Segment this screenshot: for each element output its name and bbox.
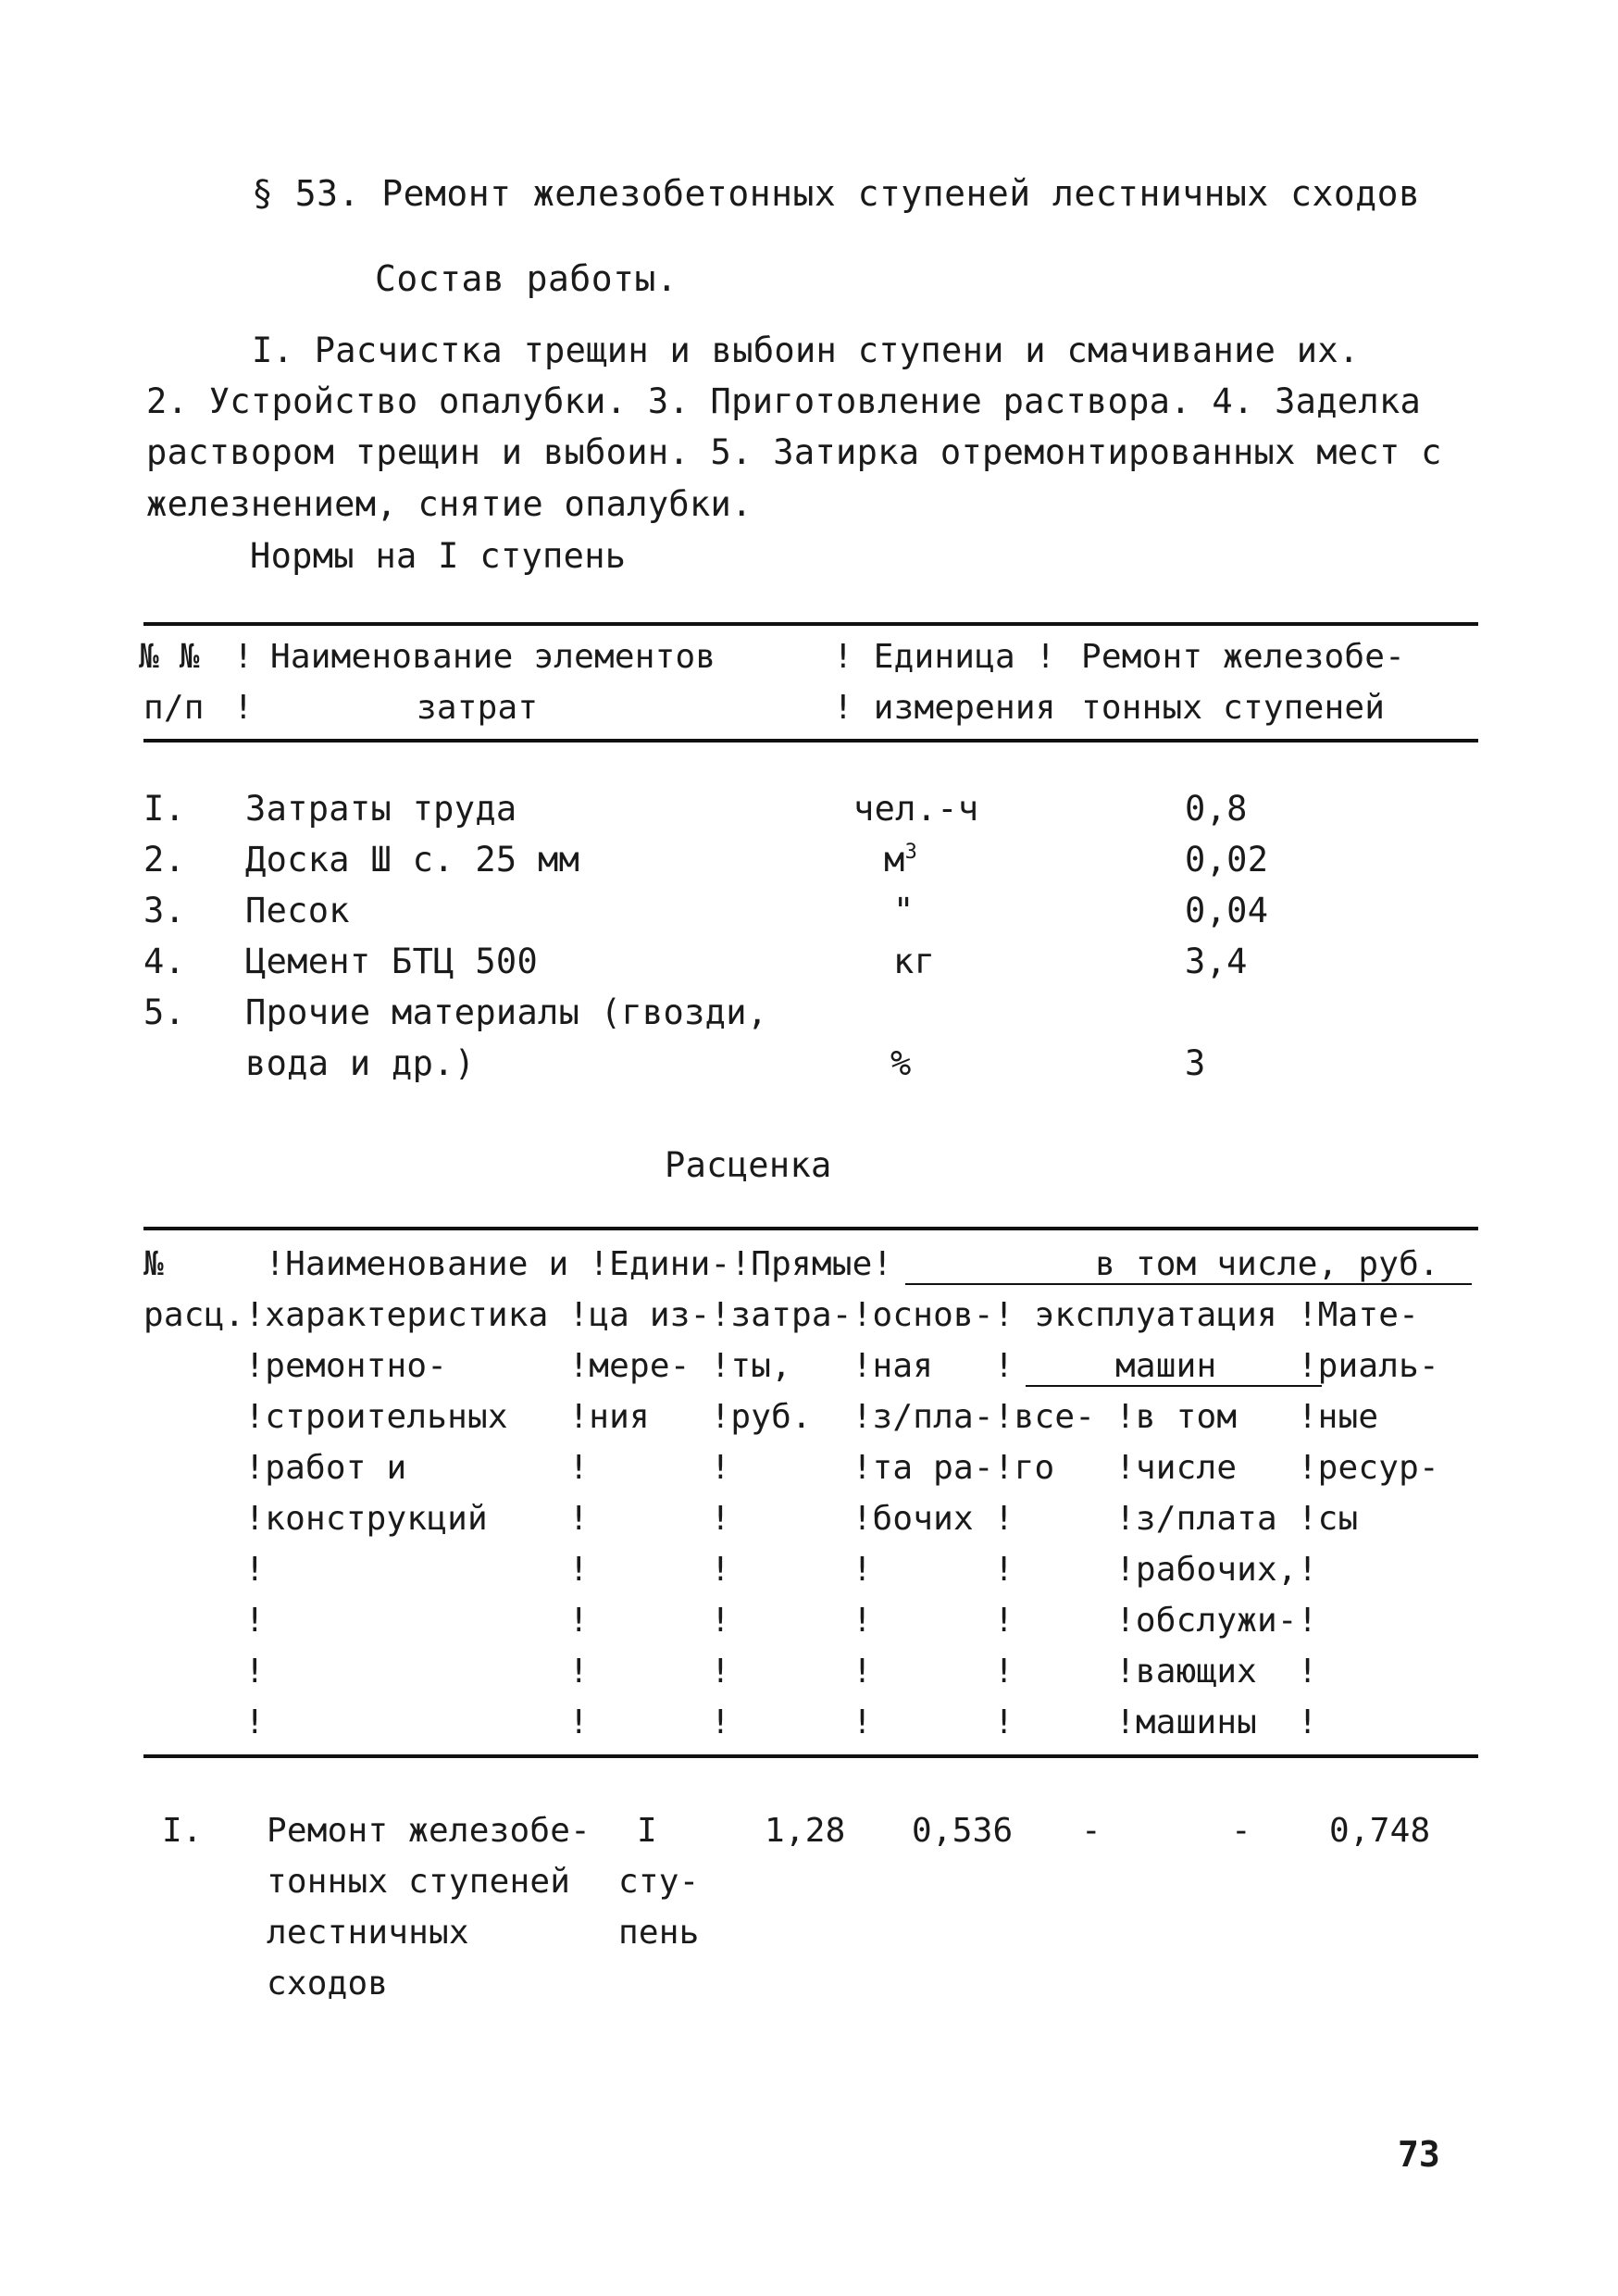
- row-num: 2.: [143, 840, 186, 880]
- norms-table-top-rule: [143, 622, 1478, 626]
- work-line-1: I. Расчистка трещин и выбоин ступени и смачивание их.: [252, 331, 1360, 370]
- norms-header-sep-2: !: [233, 689, 254, 727]
- page-number: 73: [1398, 2134, 1440, 2175]
- price-heading: Расценка: [665, 1145, 832, 1185]
- row-unit: чел.-ч: [853, 789, 979, 829]
- price-row-materials: 0,748: [1329, 1812, 1431, 1850]
- price-header-line: !строительных !ния !руб. !з/пла-!все- !в том !ные: [143, 1398, 1379, 1436]
- work-line-2: 2. Устройство опалубки. 3. Приготовление раствора. 4. Заделка: [146, 381, 1422, 421]
- row-name: Затраты труда: [245, 789, 517, 829]
- norms-header-unit-1: ! Единица !: [833, 638, 1056, 676]
- norms-header-value-1: Ремонт железобе-: [1081, 638, 1405, 676]
- price-header-line: ! ! ! ! ! !рабочих,!: [143, 1551, 1318, 1589]
- row-num: 3.: [143, 891, 186, 930]
- norms-header-sep-1: !: [233, 638, 254, 676]
- price-row-machines-total: -: [1081, 1812, 1101, 1850]
- norms-header-unit-2: ! измерения: [833, 689, 1056, 727]
- row-value: 0,8: [1185, 789, 1248, 829]
- price-row-name-line: тонных ступеней: [267, 1863, 571, 1901]
- row-name: Цемент БТЦ 500: [245, 942, 539, 981]
- unit-base: м: [884, 840, 905, 880]
- unit-superscript: 3: [904, 841, 918, 864]
- row-unit: ": [893, 891, 915, 930]
- price-row-unit-line: сту-: [618, 1863, 700, 1901]
- row-value: 0,04: [1185, 891, 1269, 930]
- price-header-line: !работ и ! ! !та ра-!го !числе !ресур-: [143, 1449, 1439, 1487]
- row-value: 0,02: [1185, 840, 1269, 880]
- price-header-line: расц.!характеристика !ца из-!затра-!основ-! эксплуатация !Мате-: [143, 1296, 1420, 1334]
- row-unit: %: [890, 1043, 912, 1083]
- work-heading: Состав работы.: [375, 258, 678, 299]
- row-unit: кг: [893, 942, 936, 981]
- price-row-machines-wage: -: [1231, 1812, 1251, 1850]
- price-row-unit-line: I: [637, 1812, 657, 1850]
- price-header-line: !ремонтно- !мере- !ты, !ная ! машин !риаль-: [143, 1347, 1439, 1385]
- norms-header-value-2: тонных ступеней: [1081, 689, 1386, 727]
- price-row-num: I.: [162, 1812, 203, 1850]
- row-num: 5.: [143, 992, 186, 1032]
- row-unit: [884, 840, 918, 880]
- machines-underline: [1026, 1385, 1322, 1387]
- price-table-header-rule: [143, 1754, 1478, 1758]
- row-name-cont: вода и др.): [245, 1043, 476, 1083]
- price-header-line: № !Наименование и !Едини-!Прямые! в том числе, руб.: [143, 1245, 1439, 1283]
- norms-header-num-1: № №: [139, 638, 200, 676]
- norms-header-name-1: Наименование элементов: [270, 638, 716, 676]
- section-title: § 53. Ремонт железобетонных ступеней лестничных сходов: [252, 173, 1421, 214]
- work-line-4: железнением, снятие опалубки.: [146, 484, 753, 524]
- price-row-name-line: Ремонт железобе-: [267, 1812, 591, 1850]
- norms-header-num-2: п/п: [143, 689, 205, 727]
- row-num: I.: [143, 789, 186, 829]
- price-row-direct: 1,28: [765, 1812, 846, 1850]
- work-line-3: раствором трещин и выбоин. 5. Затирка отремонтированных мест с: [146, 432, 1442, 472]
- price-header-line: !конструкций ! ! !бочих ! !з/плата !сы: [143, 1500, 1359, 1538]
- price-table-top-rule: [143, 1227, 1478, 1230]
- row-name: Доска Ш с. 25 мм: [245, 840, 580, 880]
- norms-heading: Нормы на I ступень: [250, 536, 627, 576]
- row-num: 4.: [143, 942, 186, 981]
- row-value: 3,4: [1185, 942, 1248, 981]
- price-header-line: ! ! ! ! ! !машины !: [143, 1703, 1318, 1741]
- price-row-name-line: лестничных: [267, 1914, 469, 1952]
- row-value: 3: [1185, 1043, 1206, 1083]
- row-name: Прочие материалы (гвозди,: [245, 992, 768, 1032]
- price-row-name-line: сходов: [267, 1965, 389, 2003]
- price-header-line: ! ! ! ! ! !обслужи-!: [143, 1602, 1318, 1640]
- price-header-line: ! ! ! ! ! !вающих !: [143, 1653, 1318, 1691]
- norms-header-name-2: затрат: [417, 689, 539, 727]
- norms-table-header-rule: [143, 739, 1478, 742]
- row-name: Песок: [245, 891, 350, 930]
- price-row-unit-line: пень: [618, 1914, 700, 1952]
- price-row-base-wage: 0,536: [912, 1812, 1014, 1850]
- including-underline: [905, 1283, 1472, 1285]
